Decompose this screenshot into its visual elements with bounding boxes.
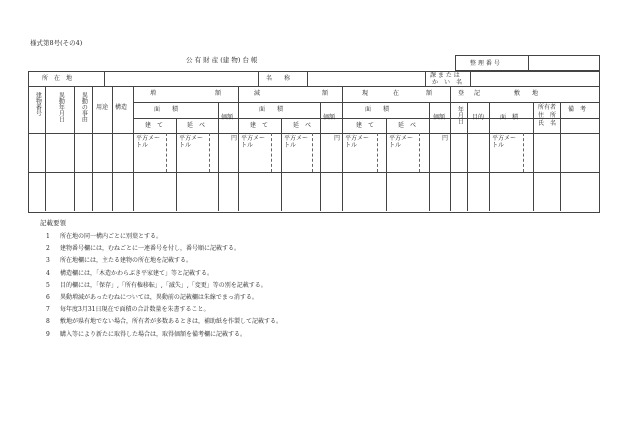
note-item <box>46 304 209 313</box>
unit-heiho-5: 平方メー <box>345 135 370 142</box>
note-item <box>46 329 246 338</box>
shoyusha-label-2: 住 所 <box>538 112 557 119</box>
note-item <box>46 316 282 325</box>
unit-toru-5: トル <box>345 142 358 149</box>
shozaichi-label: 所 在 地 <box>42 75 73 82</box>
unit-toru-7: トル <box>492 142 505 149</box>
toki-label-2: 記 <box>474 90 481 97</box>
yoto-label: 用途 <box>96 104 109 111</box>
note-number: 6 <box>46 294 50 301</box>
note-number: 7 <box>46 306 50 314</box>
genzai-nobe-label: 延 べ <box>398 122 417 129</box>
shikichi-label: 敷 地 <box>514 90 539 97</box>
shikichi-menseki-label: 面 積 <box>500 114 519 121</box>
toki-nengappi-label: 年月日 <box>456 106 464 124</box>
ido-nengappi-label: 異動年月日 <box>57 92 65 122</box>
zo-gaku-label: 額 <box>215 90 222 97</box>
genzai-menseki-label: 面 積 <box>365 106 390 113</box>
zo-nobe-label: 延 べ <box>187 122 206 129</box>
unit-en-2: 円 <box>334 135 341 142</box>
unit-heiho-1: 平方メー <box>136 135 161 142</box>
unit-toru-2: トル <box>179 142 192 149</box>
gen-tate-label: 建 て <box>250 122 269 129</box>
note-item <box>46 243 240 252</box>
note-text: 建物番号欄には，むねごとに一連番号を付し，番号順に記載する。 <box>60 245 241 253</box>
tatemono-bango-label: 建物番号 <box>34 92 42 116</box>
note-number: 4 <box>46 269 50 277</box>
note-number: 3 <box>46 257 50 265</box>
note-item <box>46 292 258 301</box>
note-number: 9 <box>46 330 50 338</box>
unit-toru-6: トル <box>389 142 402 149</box>
genzai-kakaku-label: 価額 <box>433 114 446 121</box>
biko-label: 備 考 <box>568 106 587 113</box>
seiri-bango-box <box>455 55 600 71</box>
unit-toru-1: トル <box>136 142 149 149</box>
unit-en-3: 円 <box>442 135 449 142</box>
kozo-label: 構造 <box>115 104 128 111</box>
zo-kakaku-label: 価額 <box>221 114 234 121</box>
note-text: 異動増減があったむねについては，異動前の記載欄は朱線でまっ消する。 <box>60 294 258 301</box>
meisho-label: 名 称 <box>266 75 291 82</box>
zo-label: 増 <box>150 90 157 97</box>
unit-heiho-4: 平方メー <box>284 135 309 142</box>
toki-label-1: 登 <box>458 90 465 97</box>
unit-heiho-2: 平方メー <box>179 135 204 142</box>
unit-toru-4: トル <box>284 142 297 149</box>
unit-heiho-7: 平方メー <box>492 135 517 142</box>
unit-en-1: 円 <box>231 135 238 142</box>
note-item <box>46 255 192 264</box>
shoyusha-label-3: 氏 名 <box>538 120 557 127</box>
note-item <box>46 231 162 240</box>
note-text: 敷地が県有地でない場合，所有者が多数あるときは，補助紙を作製して記載する。 <box>60 318 283 326</box>
note-number: 1 <box>46 233 50 240</box>
genzai-label-2: 在 <box>393 90 400 97</box>
gen-label: 減 <box>254 90 261 97</box>
note-number: 5 <box>46 281 50 289</box>
gen-nobe-label: 延 べ <box>293 122 312 129</box>
gen-kakaku-label: 価額 <box>323 114 336 121</box>
note-text: 所在地の同一構内ごとに別葉とする。 <box>60 233 163 240</box>
note-text: 構造欄には，「木造かわらぶき平家建て」等と記載する。 <box>60 269 214 277</box>
form-number: 様式第8号(その4) <box>30 39 83 47</box>
gen-menseki-label: 面 積 <box>259 106 284 113</box>
note-number: 8 <box>46 318 50 326</box>
note-number: 2 <box>46 245 50 253</box>
zo-menseki-label: 面 積 <box>154 106 179 113</box>
ka-name-label-1: 課 ま た は <box>430 72 460 79</box>
mokuteki-label: 目的 <box>472 114 485 121</box>
zo-tate-label: 建 て <box>145 122 164 129</box>
page-title: 公 有 財 産 (建 物) 台 帳 <box>186 56 258 64</box>
note-text: 購入等により新たに取得した場合は，取得価額を備考欄に記載する。 <box>60 330 247 338</box>
note-text: 毎年度3月31日現在で面積の合計数量を朱書すること。 <box>60 306 210 314</box>
unit-toru-3: トル <box>241 142 254 149</box>
genzai-tate-label: 建 て <box>356 122 375 129</box>
seiri-bango-label: 整 理 番 号 <box>470 60 500 67</box>
note-text: 所在地欄には，主たる建物の所在地を記載する。 <box>60 257 193 265</box>
note-item <box>46 280 267 289</box>
shoyusha-label-1: 所有者 <box>538 104 557 111</box>
ido-jiyu-label: 異動の事由 <box>80 92 88 122</box>
note-text: 目的欄には，「保存」,「所有権移転」,「滅失」,「変更」等の別を記載する。 <box>60 281 267 289</box>
unit-heiho-6: 平方メー <box>389 135 414 142</box>
genzai-gaku-label: 額 <box>426 90 433 97</box>
notes-title: 記載要領 <box>40 219 66 227</box>
unit-heiho-3: 平方メー <box>241 135 266 142</box>
ka-name-label-2: か い 名 <box>432 79 463 86</box>
genzai-label-1: 現 <box>362 90 369 97</box>
note-item <box>46 268 213 277</box>
gen-gaku-label: 額 <box>322 90 329 97</box>
